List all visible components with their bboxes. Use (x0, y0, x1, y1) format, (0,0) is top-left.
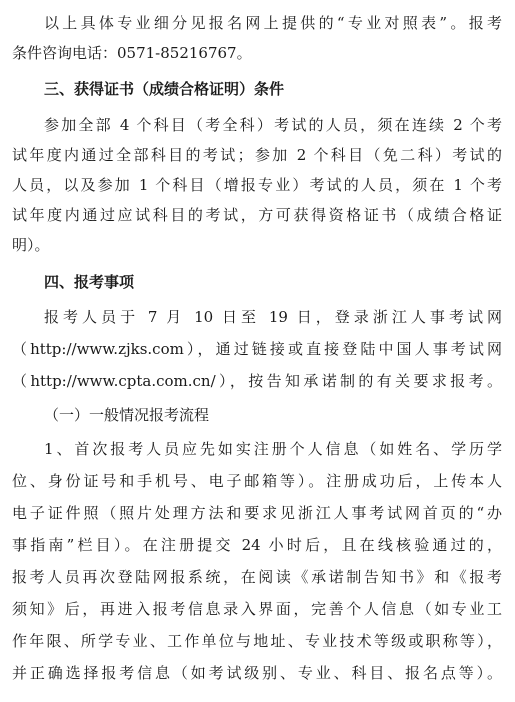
paragraph-line: （http://www.cpta.com.cn/），按告知承诺制的有关要求报考。 (12, 372, 502, 390)
paragraph-line: 位、身份证号和手机号、电子邮箱等）。注册成功后，上传本人 (12, 472, 502, 490)
paragraph-line: 须知》后，再进入报考信息录入界面，完善个人信息（如专业工 (12, 600, 502, 618)
paragraph-line: （http://www.zjks.com），通过链接或直接登陆中国人事考试网 (12, 340, 502, 358)
paragraph-line: 报考人员再次登陆网报系统，在阅读《承诺制告知书》和《报考 (12, 568, 502, 586)
paragraph-line: 明）。 (12, 236, 50, 254)
paragraph-line: 人员，以及参加 1 个科目（增报专业）考试的人员，须在 1 个考 (12, 176, 502, 194)
paragraph-line: 条件咨询电话：0571-85216767。 (12, 44, 252, 62)
paragraph-line: 试年度内通过应试科目的考试，方可获得资格证书（成绩合格证 (12, 206, 502, 224)
paragraph-line: 并正确选择报考信息（如考试级别、专业、科目、报名点等）。 (12, 664, 502, 682)
paragraph-line: 电子证件照（照片处理方法和要求见浙江人事考试网首页的“办 (12, 504, 502, 522)
subsection-heading: （一）一般情况报考流程 (44, 406, 210, 424)
section-heading-4: 四、报考事项 (44, 273, 135, 291)
paragraph-line: 作年限、所学专业、工作单位与地址、专业技术等级或职称等）， (12, 632, 502, 650)
paragraph-line: 参加全部 4 个科目（考全科）考试的人员，须在连续 2 个考 (44, 116, 502, 134)
paragraph-line: 试年度内通过全部科目的考试；参加 2 个科目（免二科）考试的 (12, 146, 502, 164)
paragraph-line: 1、首次报考人员应先如实注册个人信息（如姓名、学历学 (44, 440, 502, 458)
paragraph-line: 事指南”栏目）。在注册提交 24 小时后，且在线核验通过的， (12, 536, 502, 554)
paragraph-line: 报考人员于 7 月 10 日至 19 日，登录浙江人事考试网 (44, 308, 502, 326)
paragraph-line: 以上具体专业细分见报名网上提供的“专业对照表”。报考 (44, 14, 502, 32)
section-heading-3: 三、获得证书（成绩合格证明）条件 (44, 80, 285, 98)
